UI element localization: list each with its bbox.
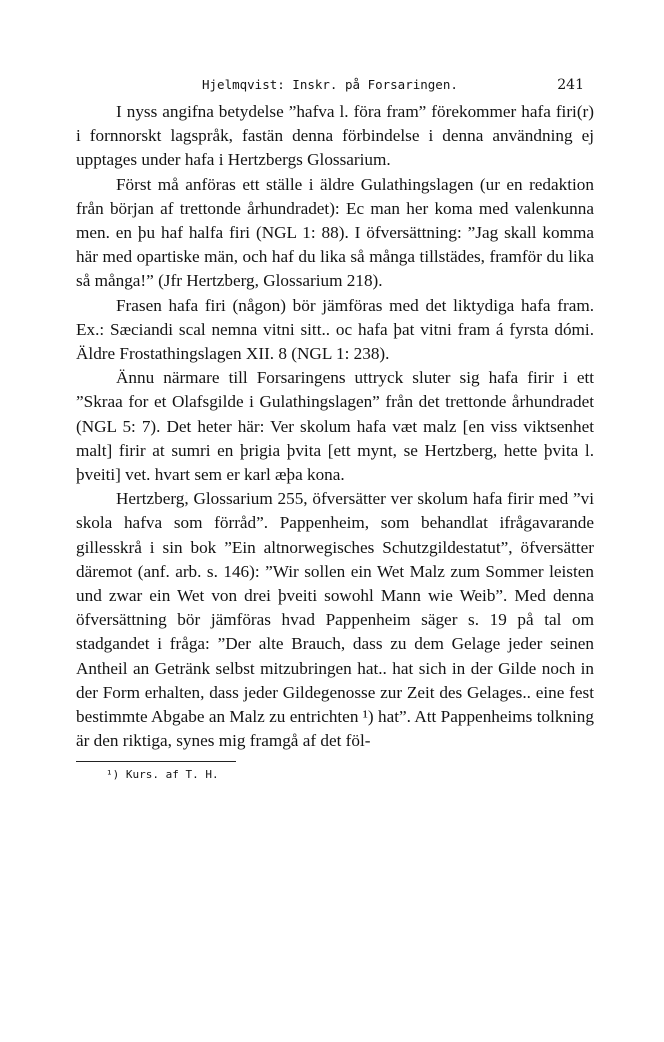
paragraph: Frasen hafa firi (någon) bör jämföras med det liktydiga hafa fram. Ex.: Sæciandi scal nemna vitni sitt.. oc hafa þat vitni fram á fyrsta dómi. Äldre Frostathingslagen XII. 8 (NGL 1: 238). <box>76 295 594 364</box>
page-number: 241 <box>557 77 584 93</box>
running-title: Hjelmqvist: Inskr. på Forsaringen. <box>202 77 458 92</box>
footnote: ¹) Kurs. af T. H. <box>106 768 219 782</box>
paragraph: Hertzberg, Glossarium 255, öfversätter ver skolum hafa firir med ”vi skola hafva som förråd”. Pappenheim, som behandlat ifrågavarande gillesskrå i sin bok ”Ein altnorwegisches Schutzgildestatut”, öfversätter däremot (anf. arb. s. 146): ”Wir sollen ein Wet Malz zum Sommer leisten und zwar ein Wet von drei þveiti sowohl Mann wie Weib”. Med denna öfversättning bör jämföras hvad Pappenheim säger s. 19 på tal om stadgandet i fråga: ”Der alte Brauch, dass zu dem Gelage jeder seinen Antheil an Getränk selbst mitzubringen hat.. hat sich in der Gilde noch in der Form erhalten, dass jeder Gildegenosse zur Zeit des Gelages.. eine fest bestimmte Abgabe an Malz zu entrichten ¹) hat”. Att Pappenheims tolkning är den riktiga, synes mig framgå af det föl- <box>76 489 594 751</box>
footnote-divider <box>76 761 236 762</box>
paragraph: I nyss angifna betydelse ”hafva l. föra fram” förekommer hafa firi(r) i fornnorskt lagspråk, fastän denna förbindelse i denna användning ej upptages under hafa i Hertzbergs Glossarium. <box>76 102 594 170</box>
running-head <box>76 58 594 93</box>
body-text <box>76 100 594 753</box>
paragraph: Ännu närmare till Forsaringens uttryck sluter sig hafa firir i ett ”Skraa for et Olafsgilde i Gulathingslagen” från det trettonde århundradet (NGL 5: 7). Det heter här: Ver skolum hafa væt malz [en viss viktsenhet malt] firir at sumri en þrigia þvita [ett mynt, se Hertzberg, hette þvita l. þveiti] vet. hvart sem er karl æþa kona. <box>76 368 594 485</box>
paragraph: Först må anföras ett ställe i äldre Gulathingslagen (ur en redaktion från början af trettonde århundradet): Ec man her koma med valenkunna men. en þu haf halfa firi (NGL 1: 88). I öfversättning: ”Jag skall komma här med opartiske män, och haf du lika så många tillstädes, framför du lika så många!” (Jfr Hertzberg, Glossarium 218). <box>76 174 594 291</box>
book-page <box>76 58 594 781</box>
